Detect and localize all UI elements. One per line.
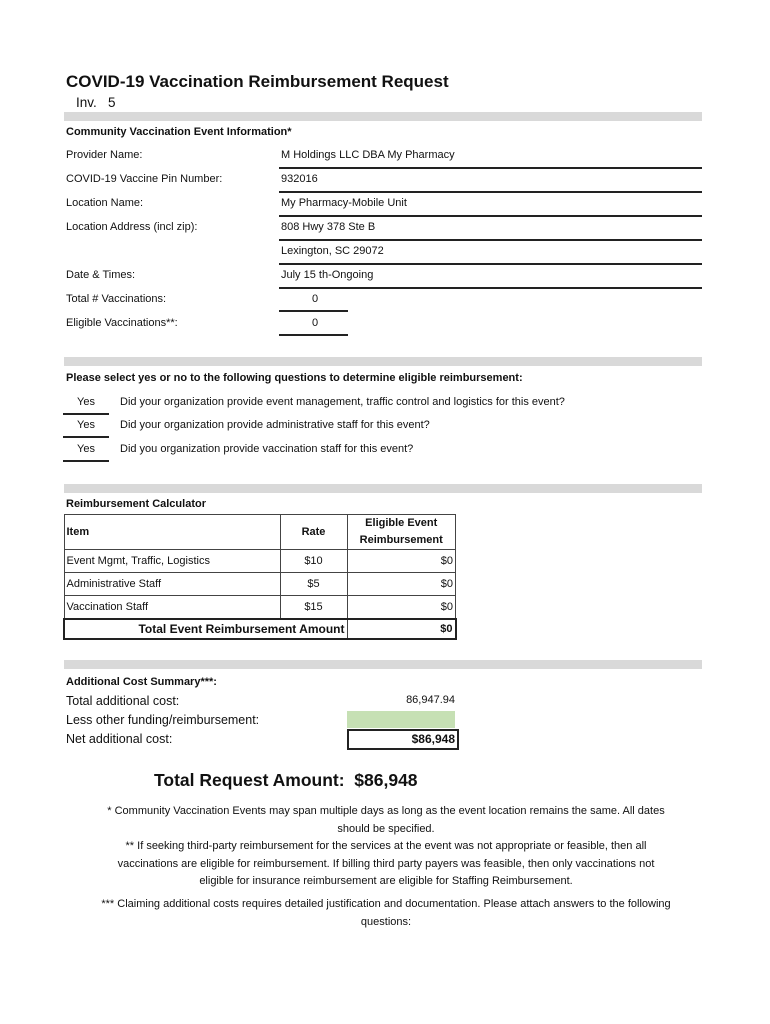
total-additional-cost-field[interactable]: 86,947.94 [406, 694, 455, 706]
total-request-value: $86,948 [354, 770, 418, 790]
footnote-line: * Community Vaccination Events may span multiple days as long as the event location remains the same. All dates [107, 805, 665, 817]
total-request-amount [154, 770, 418, 791]
address-label: Location Address (incl zip): [66, 221, 198, 233]
row-rate: $10 [280, 550, 347, 573]
footnote-1 [62, 803, 710, 891]
total-vaccinations-label: Total # Vaccinations: [66, 293, 167, 305]
col-header-eligible-line2: Reimbursement [359, 534, 443, 546]
total-value: $0 [347, 619, 456, 639]
answer-underline [63, 413, 109, 415]
field-underline [279, 334, 348, 336]
question-answer-select[interactable]: Yes [77, 419, 95, 431]
row-amount: $0 [347, 573, 456, 596]
location-name-label: Location Name: [66, 197, 144, 209]
col-header-item: Item [64, 515, 280, 550]
field-underline [279, 239, 702, 241]
less-funding-label: Less other funding/reimbursement: [66, 713, 260, 727]
answer-underline [63, 460, 109, 462]
question-text: Did your organization provide event management, traffic control and logistics for this event? [120, 396, 565, 408]
total-additional-cost-label: Total additional cost: [66, 694, 180, 708]
question-text: Did you organization provide vaccination staff for this event? [120, 443, 414, 455]
provider-name-field[interactable]: M Holdings LLC DBA My Pharmacy [281, 149, 455, 161]
footnote-line: *** Claiming additional costs requires detailed justification and documentation. Please attach answers to the following [101, 898, 671, 910]
field-underline [279, 167, 702, 169]
eligible-vaccinations-field[interactable]: 0 [311, 317, 319, 329]
calculator-heading: Reimbursement Calculator [66, 498, 206, 510]
col-header-eligible [347, 515, 456, 550]
footnote-line: vaccinations are eligible for reimbursement. If billing third party payers was feasible, then only vaccinations not [117, 857, 655, 870]
field-underline [279, 215, 702, 217]
dates-field[interactable]: July 15 th-Ongoing [281, 269, 374, 281]
section-divider [64, 357, 702, 366]
row-item: Administrative Staff [64, 573, 280, 596]
footnote-line: ** If seeking third-party reimbursement for the services at the event was not appropriate or feasible, then all [125, 840, 647, 852]
pin-field[interactable]: 932016 [281, 173, 318, 185]
dates-label: Date & Times: [66, 269, 136, 281]
question-text: Did your organization provide administrative staff for this event? [120, 419, 430, 431]
row-item: Vaccination Staff [64, 596, 280, 620]
net-cost-value: $86,948 [347, 729, 459, 750]
invoice-value: 5 [108, 95, 116, 110]
invoice-number [76, 95, 116, 110]
table-header-row [64, 515, 456, 550]
total-vaccinations-field[interactable]: 0 [311, 293, 319, 305]
section-divider [64, 484, 702, 493]
location-name-field[interactable]: My Pharmacy-Mobile Unit [281, 197, 407, 209]
answer-underline [63, 436, 109, 438]
invoice-label: Inv. [76, 95, 97, 110]
page-title: COVID-19 Vaccination Reimbursement Request [66, 72, 449, 91]
total-request-label: Total Request Amount: [154, 770, 345, 790]
total-label: Total Event Reimbursement Amount [64, 619, 347, 639]
less-funding-field[interactable] [347, 711, 455, 728]
provider-name-label: Provider Name: [66, 149, 143, 161]
row-amount: $0 [347, 596, 456, 620]
section-divider [64, 660, 702, 669]
event-info-heading: Community Vaccination Event Information* [66, 126, 292, 138]
field-underline [279, 310, 348, 312]
row-rate: $5 [280, 573, 347, 596]
question-answer-select[interactable]: Yes [77, 443, 95, 455]
total-row [64, 619, 456, 639]
pin-label: COVID-19 Vaccine Pin Number: [66, 173, 223, 185]
questions-heading: Please select yes or no to the following questions to determine eligible reimbursement: [66, 372, 523, 384]
col-header-eligible-line1: Eligible Event [365, 517, 438, 529]
row-amount: $0 [347, 550, 456, 573]
footnote-line: should be specified. [337, 822, 435, 835]
footnote-line: eligible for insurance reimbursement are eligible for Staffing Reimbursement. [199, 875, 573, 887]
eligible-vaccinations-label: Eligible Vaccinations**: [66, 317, 178, 329]
address-line2-field[interactable]: Lexington, SC 29072 [281, 245, 384, 257]
field-underline [279, 191, 702, 193]
question-answer-select[interactable]: Yes [77, 396, 95, 408]
reimbursement-table [63, 514, 457, 640]
section-divider [64, 112, 702, 121]
table-row [64, 550, 456, 573]
field-underline [279, 287, 702, 289]
col-header-rate: Rate [280, 515, 347, 550]
net-cost-label: Net additional cost: [66, 732, 173, 746]
footnote-3 [62, 896, 710, 931]
row-item: Event Mgmt, Traffic, Logistics [64, 550, 280, 573]
table-row [64, 596, 456, 620]
field-underline [279, 263, 702, 265]
footnote-line: questions: [360, 915, 412, 928]
table-row [64, 573, 456, 596]
additional-cost-heading: Additional Cost Summary***: [66, 676, 217, 688]
address-line1-field[interactable]: 808 Hwy 378 Ste B [281, 221, 376, 233]
row-rate: $15 [280, 596, 347, 620]
